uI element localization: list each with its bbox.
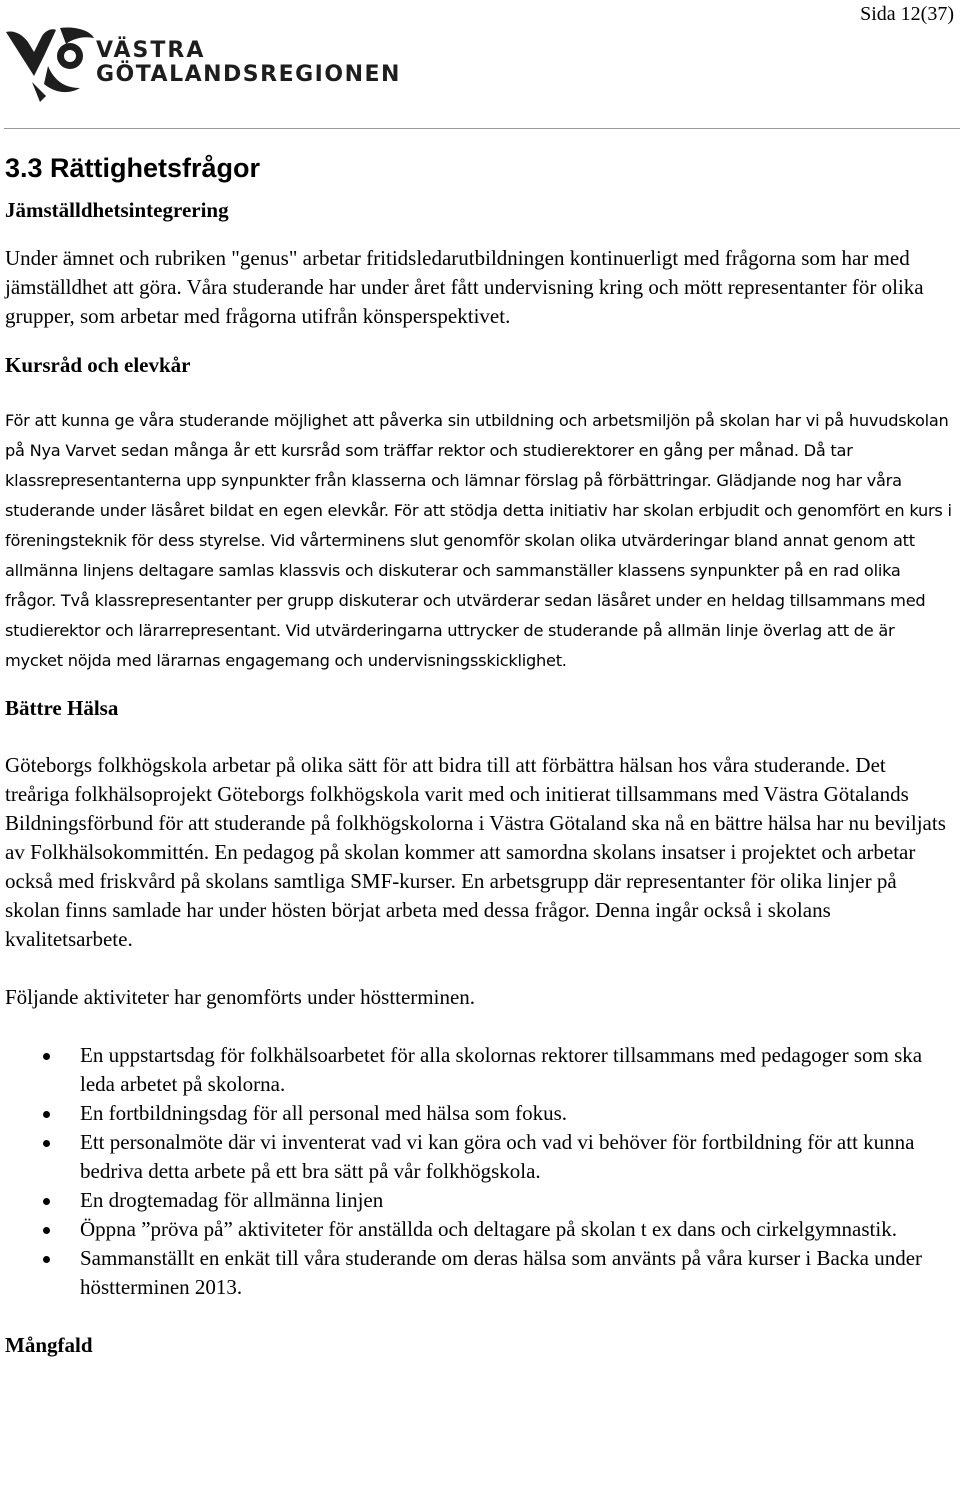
bullet-icon bbox=[43, 1256, 50, 1263]
vgr-logo-mark-icon bbox=[4, 26, 96, 106]
activities-intro: Följande aktiviteter har genomförts under höstterminen. bbox=[5, 985, 476, 1009]
bullet-icon bbox=[43, 1111, 50, 1118]
header-divider bbox=[4, 128, 960, 129]
list-item: Ett personalmöte där vi inventerat vad vi kan göra och vad vi behöver för fortbildning för att kunna bedriva detta arbete på ett bra sätt på vår folkhögskola. bbox=[5, 1128, 955, 1186]
page-number: Sida 12(37) bbox=[860, 3, 954, 25]
list-item: En fortbildningsdag för all personal med hälsa som fokus. bbox=[5, 1099, 955, 1128]
heading-kursrad: Kursråd och elevkår bbox=[5, 353, 191, 377]
logo-text-line1: VÄSTRA bbox=[96, 38, 206, 63]
heading-battre-halsa: Bättre Hälsa bbox=[5, 696, 119, 720]
paragraph-jamstalldhet: Under ämnet och rubriken "genus" arbetar fritidsledarutbildningen kontinuerligt med frågorna som har med jämställdhet att göra. Våra studerande har under året fått undervisning kring och mött representanter för olika grupper, som arbetar med frågorna utifrån könsperspektivet. bbox=[5, 246, 924, 328]
subheading-jamstalldhet: Jämställdhetsintegrering bbox=[5, 198, 229, 222]
bullet-icon bbox=[43, 1140, 50, 1147]
paragraph-kursrad: För att kunna ge våra studerande möjlighet att påverka sin utbildning och arbetsmiljön på skolan har vi på huvudskolan på Nya Varvet sedan många år ett kursråd som träffar rektor och studierektorer en gång per månad. Då tar klassrepresentanterna upp synpunkter från klasserna och lämnar förslag på förbättringar. Glädjande nog har våra studerande under läsåret bildat en egen elevkår. För att stödja detta initiativ har skolan erbjudit och genomfört en kurs i föreningsteknik för dess styrelse. Vid vårterminens slut genomför skolan olika utvärderingar bland annat genom att allmänna linjens deltagare samlas klassvis och diskuterar och sammanställer klassens synpunkter på en rad olika frågor. Två klassrepresentanter per grupp diskuterar och utvärderar sedan läsåret under en heldag tillsammans med studierektor och lärarrepresentant. Vid utvärderingarna uttrycker de studerande på allmän linje överlag att de är mycket nöjda med lärarnas engagemang och undervisningsskicklighet. bbox=[5, 411, 952, 670]
bullet-icon bbox=[43, 1198, 50, 1205]
bullet-icon bbox=[43, 1053, 50, 1060]
activities-list bbox=[5, 1041, 955, 1302]
list-item: Sammanställt en enkät till våra studerande om deras hälsa som använts på våra kurser i Backa under höstterminen 2013. bbox=[5, 1244, 955, 1302]
vgr-logo bbox=[4, 26, 401, 106]
list-item: En uppstartsdag för folkhälsoarbetet för alla skolornas rektorer tillsammans med pedagoger som ska leda arbetet på skolorna. bbox=[5, 1041, 955, 1099]
heading-mangfald: Mångfald bbox=[5, 1333, 93, 1357]
document-body bbox=[5, 150, 955, 1359]
bullet-icon bbox=[43, 1227, 50, 1234]
list-item: En drogtemadag för allmänna linjen bbox=[5, 1186, 955, 1215]
list-item: Öppna ”pröva på” aktiviteter för anställda och deltagare på skolan t ex dans och cirkelgymnastik. bbox=[5, 1215, 955, 1244]
logo-text-line2: GÖTALANDSREGIONEN bbox=[96, 62, 401, 87]
section-title: 3.3 Rättighetsfrågor bbox=[5, 153, 261, 183]
paragraph-halsa: Göteborgs folkhögskola arbetar på olika sätt för att bidra till att förbättra hälsan hos våra studerande. Det treåriga folkhälsoprojekt Göteborgs folkhögskola varit med och initierat tillsammans med Västra Götalands Bildningsförbund för att studerande på folkhögskolorna i Västra Götaland ska nå en bättre hälsa har nu beviljats av Folkhälsokommittén. En pedagog på skolan kommer att samordna skolans insatser i projektet och arbetar också med friskvård på skolans samtliga SMF-kurser. En arbetsgrupp där representanter för olika linjer på skolan finns samlade har under hösten börjat arbeta med dessa frågor. Denna ingår också i skolans kvalitetsarbete. bbox=[5, 753, 946, 951]
